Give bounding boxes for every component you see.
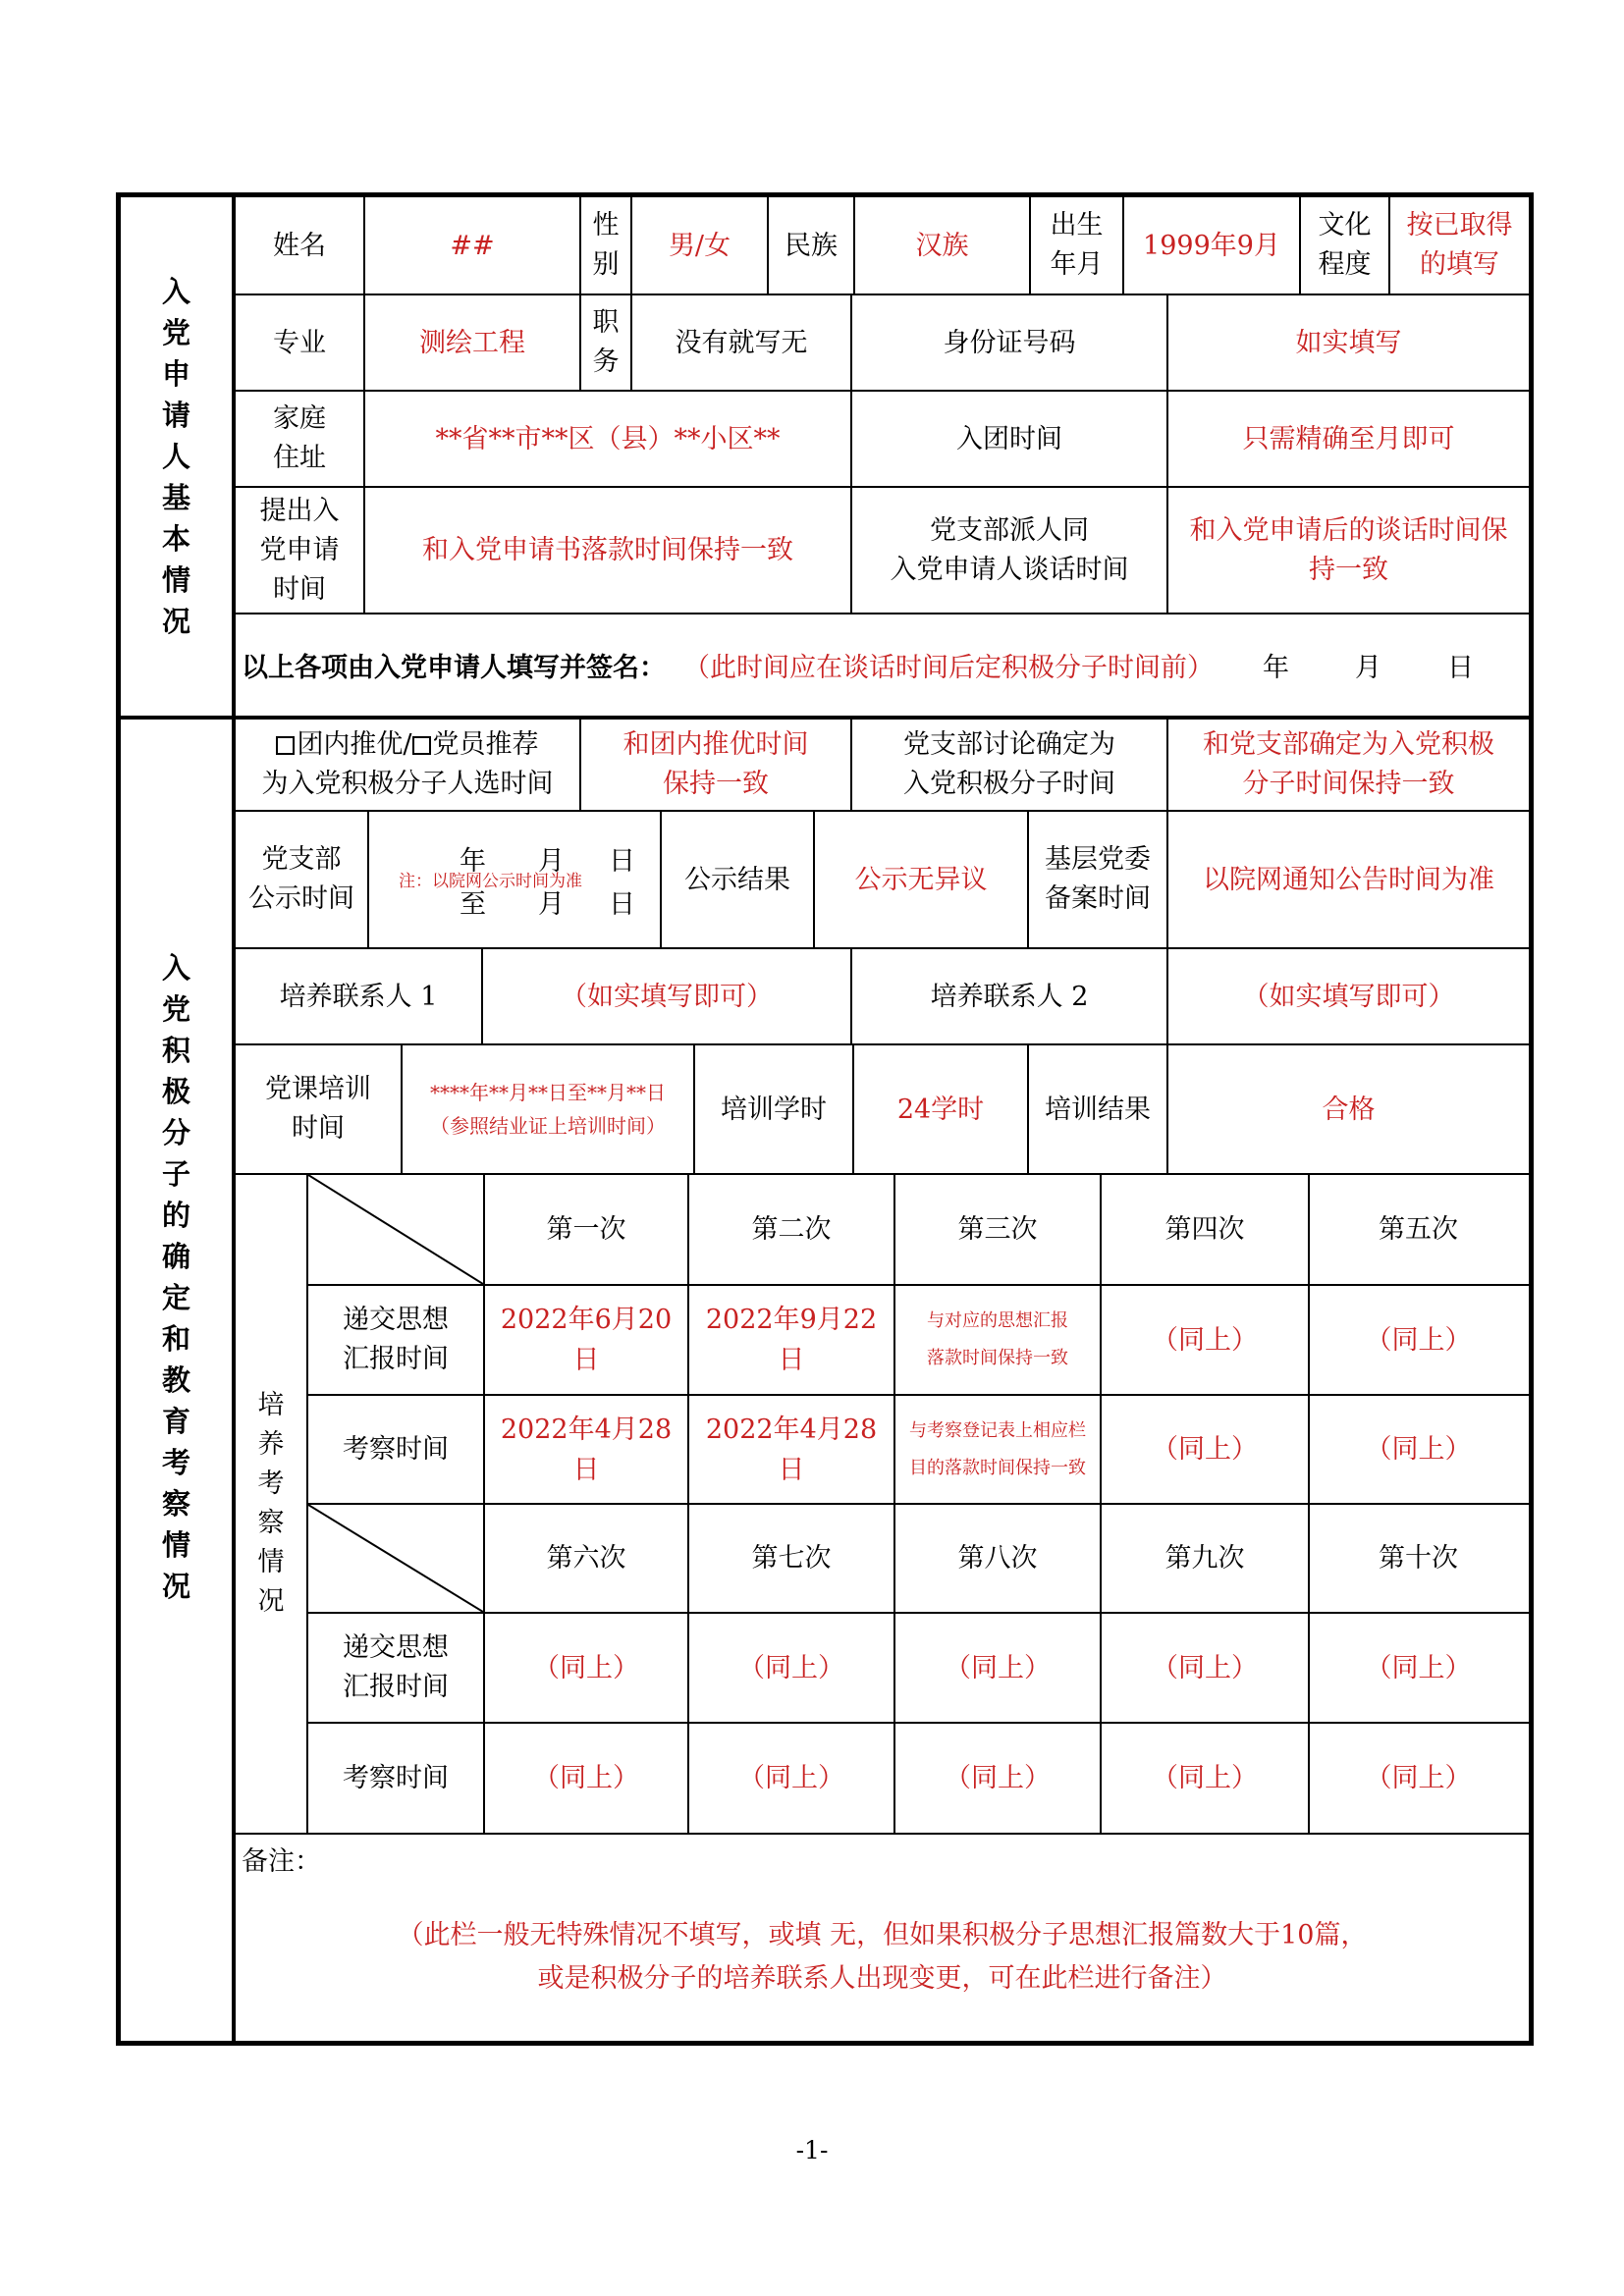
inspect-time-a2[interactable]: 2022年4月28日 xyxy=(705,1414,878,1485)
gender-label-line: 别 xyxy=(592,249,620,280)
report-time-a3[interactable]: 与对应的思想汇报 落款时间保持一致 xyxy=(927,1310,1068,1368)
round-header-b3: 第八次 xyxy=(957,1543,1038,1574)
confirm-label-line: 入党积极分子时间 xyxy=(903,769,1115,799)
inspect-time-b2[interactable]: （同上） xyxy=(738,1763,844,1793)
confirm-label xyxy=(852,720,1166,810)
record-value[interactable]: 以院网通知公告时间为准 xyxy=(1203,864,1494,895)
league-value[interactable]: 只需精确至月即可 xyxy=(1242,423,1455,454)
publicity-start-month[interactable]: 月 xyxy=(538,846,565,877)
education-value-line: 按已取得 xyxy=(1406,210,1513,240)
section2-title-char-line: 党 xyxy=(161,991,190,1026)
section2-title-char-line: 察 xyxy=(161,1486,190,1521)
report-time-label-a: 递交思想 汇报时间 xyxy=(343,1305,449,1374)
talk-label-line: 入党申请人谈话时间 xyxy=(890,554,1129,585)
section2-side-title xyxy=(121,720,232,1834)
section2-title-char-line: 的 xyxy=(161,1198,190,1232)
publicity-label-line: 党支部 xyxy=(261,844,342,875)
section2-title-char-line: 育 xyxy=(161,1404,190,1438)
apply-label-line: 时间 xyxy=(273,573,326,605)
publicity-end-month[interactable]: 月 xyxy=(538,889,565,920)
contact2-label: 培养联系人 2 xyxy=(930,981,1089,1012)
name-label: 姓名 xyxy=(273,230,326,261)
address-label xyxy=(236,392,363,486)
education-value[interactable] xyxy=(1390,197,1529,294)
signature-note: （此时间应在谈话时间后定积极分子时间前） xyxy=(683,653,1214,683)
inspection-side-line: 培 xyxy=(257,1390,285,1420)
section1-title-char-line: 人 xyxy=(161,440,190,473)
position-value[interactable]: 没有就写无 xyxy=(675,327,808,358)
name-value[interactable]: ## xyxy=(450,230,495,261)
talk-value[interactable] xyxy=(1168,488,1529,613)
report-time-b2[interactable]: （同上） xyxy=(738,1652,844,1683)
section2-title-char-line: 考 xyxy=(161,1445,190,1479)
contact1-value[interactable]: （如实填写即可） xyxy=(561,981,773,1012)
contact2-value[interactable]: （如实填写即可） xyxy=(1242,981,1455,1012)
apply-label-line: 党申请 xyxy=(259,534,340,565)
report-time-b3[interactable]: （同上） xyxy=(945,1652,1051,1683)
report-time-a2[interactable]: 2022年9月22日 xyxy=(705,1305,878,1375)
recommend-value-line: 和团内推优时间 xyxy=(623,729,809,760)
report-time-label-b: 递交思想 汇报时间 xyxy=(343,1632,449,1702)
member-recommend-checkbox[interactable] xyxy=(412,736,431,755)
round-header-b1: 第六次 xyxy=(546,1543,626,1574)
inspect-time-a3[interactable]: 与考察登记表上相应栏 目的落款时间保持一致 xyxy=(909,1419,1086,1478)
apply-value[interactable]: 和入党申请书落款时间保持一致 xyxy=(422,535,793,565)
section2-title-char-line: 入 xyxy=(161,950,190,985)
section1-title-char-line: 党 xyxy=(161,316,190,349)
recommend-value[interactable] xyxy=(581,720,850,810)
publicity-date[interactable] xyxy=(369,812,660,947)
birth-label-line: 年月 xyxy=(1050,249,1104,280)
train-result-label: 培训结果 xyxy=(1045,1094,1151,1125)
address-value[interactable]: **省**市**区（县）**小区** xyxy=(435,423,781,454)
section1-side-title xyxy=(121,197,232,716)
report-time-a4[interactable]: （同上） xyxy=(1152,1324,1258,1356)
report-time-a1[interactable]: 2022年6月20日 xyxy=(500,1305,673,1375)
confirm-value[interactable] xyxy=(1168,720,1529,810)
talk-value-line: 持一致 xyxy=(1309,554,1388,585)
round-header-a2: 第二次 xyxy=(751,1214,832,1245)
education-label xyxy=(1301,197,1388,294)
publicity-note: 注：以院网公示时间为准 xyxy=(399,872,582,891)
birth-label-line: 出生 xyxy=(1050,210,1104,240)
position-label-line: 务 xyxy=(592,347,620,377)
publicity-end-day[interactable]: 日 xyxy=(609,889,635,920)
position-label xyxy=(581,295,630,390)
course-value[interactable]: ****年**月**日至**月**日 （参照结业证上培训时间） xyxy=(430,1081,666,1138)
signature-row xyxy=(242,614,1529,716)
confirm-value-line: 和党支部确定为入党积极 xyxy=(1203,729,1494,760)
section1-title-char-line: 况 xyxy=(161,605,190,638)
education-label-line: 文化 xyxy=(1318,210,1372,240)
round-header-a3: 第三次 xyxy=(957,1214,1038,1245)
section2-title-char-line: 子 xyxy=(161,1156,190,1191)
report-time-a5[interactable]: （同上） xyxy=(1365,1324,1472,1356)
report-time-b4[interactable]: （同上） xyxy=(1152,1652,1258,1683)
diagonal-header-b xyxy=(308,1505,483,1612)
remarks-label: 备注： xyxy=(242,1846,321,1877)
inspect-time-a5[interactable]: （同上） xyxy=(1365,1434,1472,1465)
ethnic-label: 民族 xyxy=(785,230,838,261)
sign-day[interactable]: 日 xyxy=(1447,653,1474,683)
section1-title-char-line: 请 xyxy=(161,399,190,432)
inspect-time-b1[interactable]: （同上） xyxy=(533,1763,639,1793)
major-label: 专业 xyxy=(273,327,326,358)
education-value-line: 的填写 xyxy=(1420,249,1499,280)
report-time-b1[interactable]: （同上） xyxy=(533,1652,639,1683)
recommend-value-line: 保持一致 xyxy=(663,769,769,799)
confirm-value-line: 分子时间保持一致 xyxy=(1242,769,1455,799)
inspect-time-label-a: 考察时间 xyxy=(343,1434,449,1465)
ethnic-value[interactable]: 汉族 xyxy=(915,230,969,261)
record-label-line: 备案时间 xyxy=(1045,883,1151,914)
course-label-line: 时间 xyxy=(292,1113,345,1144)
talk-label-line: 党支部派人同 xyxy=(930,514,1089,546)
round-header-a4: 第四次 xyxy=(1164,1214,1245,1245)
inspection-side-line: 情 xyxy=(257,1547,285,1577)
gender-label-line: 性 xyxy=(592,210,620,240)
hours-value[interactable]: 24学时 xyxy=(896,1094,985,1125)
page-number: -1- xyxy=(795,2136,829,2164)
contact1-label: 培养联系人 1 xyxy=(279,981,438,1012)
id-label: 身份证号码 xyxy=(943,327,1076,358)
sign-year[interactable]: 年 xyxy=(1263,653,1289,683)
section1-title-char-line: 本 xyxy=(161,522,190,556)
league-label: 入团时间 xyxy=(956,423,1062,454)
inspect-time-b4[interactable]: （同上） xyxy=(1152,1763,1258,1793)
inspect-time-a4[interactable]: （同上） xyxy=(1152,1434,1258,1465)
inspection-side-line: 考 xyxy=(257,1468,285,1499)
section1-title-char-line: 入 xyxy=(161,275,190,308)
talk-label xyxy=(852,488,1166,613)
signature-label: 以上各项由入党申请人填写并签名： xyxy=(242,653,666,683)
section2-title-char-line: 积 xyxy=(161,1033,190,1067)
hours-label: 培训学时 xyxy=(721,1094,827,1125)
section2-title-char-line: 极 xyxy=(161,1074,190,1108)
confirm-label-line: 党支部讨论确定为 xyxy=(903,729,1115,760)
inspection-side-line: 察 xyxy=(257,1508,285,1538)
report-time-b5[interactable]: （同上） xyxy=(1365,1652,1472,1683)
section2-title-char-line: 分 xyxy=(161,1115,190,1149)
diagonal-header-a xyxy=(308,1175,483,1284)
publicity-start-day[interactable]: 日 xyxy=(609,846,635,877)
round-header-b5: 第十次 xyxy=(1379,1543,1458,1574)
gender-label xyxy=(581,197,630,294)
birth-value[interactable]: 1999年9月 xyxy=(1143,230,1280,261)
record-label xyxy=(1029,812,1166,947)
course-label xyxy=(236,1045,401,1173)
round-header-a1: 第一次 xyxy=(546,1214,626,1245)
round-header-b4: 第九次 xyxy=(1164,1543,1245,1574)
publicity-label-line: 公示时间 xyxy=(248,883,354,914)
section2-title-char-line: 确 xyxy=(161,1239,190,1273)
league-recommend-checkbox[interactable] xyxy=(276,736,295,755)
section2-title-char-line: 和 xyxy=(161,1321,190,1356)
grid-line xyxy=(234,1833,1529,1835)
address-label-line: 家庭 xyxy=(273,403,326,434)
sign-month[interactable]: 月 xyxy=(1355,653,1381,683)
publicity-start-year[interactable]: 年 xyxy=(460,846,486,877)
address-label-line: 住址 xyxy=(273,443,326,473)
inspection-side-title xyxy=(236,1175,306,1833)
inspection-side-line: 况 xyxy=(257,1586,285,1617)
remarks-text[interactable]: （此栏一般无特殊情况不填写，或填 无，但如果积极分子思想汇报篇数大于10篇， 或是积极分子的培养联系人出现变更，可在此栏进行备注） xyxy=(397,1920,1368,1994)
section2-title-char-line: 情 xyxy=(161,1527,190,1562)
apply-label-line: 提出入 xyxy=(259,495,340,526)
section1-title-char-line: 基 xyxy=(161,481,190,514)
id-value[interactable]: 如实填写 xyxy=(1295,327,1402,358)
section2-title-char-line: 教 xyxy=(161,1362,190,1397)
recommend-label[interactable]: 团内推优/ 党员推荐 为入党积极分子人选时间 xyxy=(261,729,554,799)
inspect-time-b5[interactable]: （同上） xyxy=(1365,1763,1472,1793)
round-header-b2: 第七次 xyxy=(751,1543,832,1574)
education-label-line: 程度 xyxy=(1318,249,1372,280)
section1-title-char-line: 申 xyxy=(161,357,190,391)
position-label-line: 职 xyxy=(592,307,620,338)
result-label: 公示结果 xyxy=(684,864,790,895)
gender-value[interactable]: 男/女 xyxy=(668,230,731,261)
inspection-side-line: 养 xyxy=(257,1429,285,1460)
train-result-value[interactable]: 合格 xyxy=(1322,1094,1376,1125)
birth-label xyxy=(1031,197,1122,294)
apply-label xyxy=(236,488,363,613)
inspect-time-a1[interactable]: 2022年4月28日 xyxy=(500,1414,673,1485)
section1-title-char-line: 情 xyxy=(161,563,190,597)
round-header-a5: 第五次 xyxy=(1379,1214,1458,1245)
result-value[interactable]: 公示无异议 xyxy=(854,864,988,895)
publicity-label xyxy=(236,812,367,947)
course-label-line: 党课培训 xyxy=(265,1074,371,1104)
major-value[interactable]: 测绘工程 xyxy=(419,327,525,358)
talk-value-line: 和入党申请后的谈话时间保 xyxy=(1189,514,1508,546)
section2-title-char-line: 定 xyxy=(161,1280,190,1314)
record-label-line: 基层党委 xyxy=(1045,844,1151,875)
inspect-time-label-b: 考察时间 xyxy=(343,1763,449,1793)
publicity-to: 至 xyxy=(460,889,486,920)
section2-title-char-line: 况 xyxy=(161,1569,190,1603)
inspect-time-b3[interactable]: （同上） xyxy=(945,1763,1051,1793)
